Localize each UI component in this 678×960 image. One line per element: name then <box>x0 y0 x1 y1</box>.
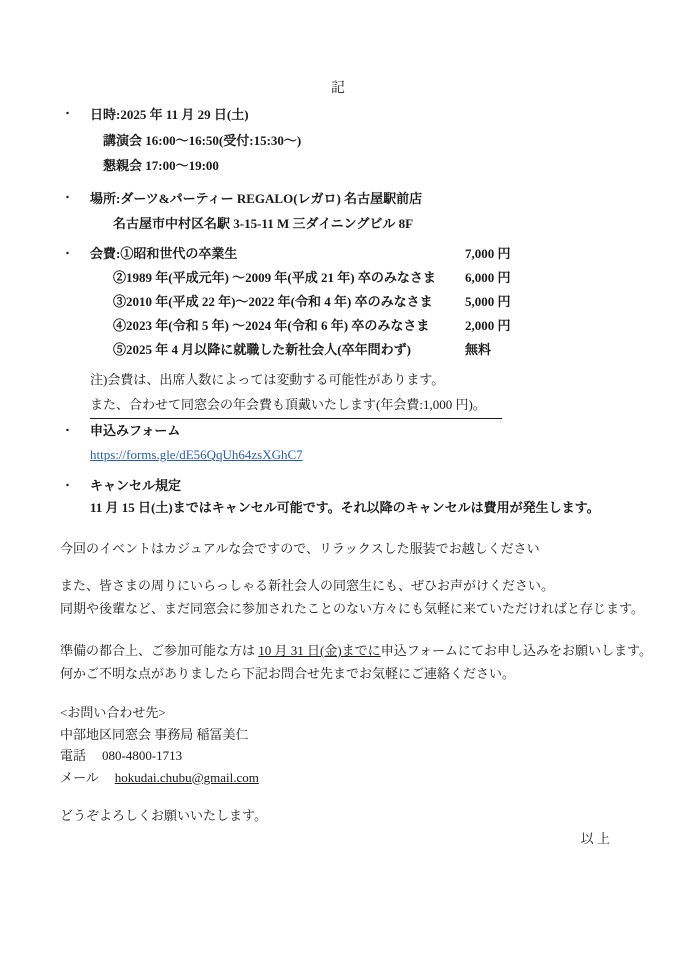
fee-note-annual-line <box>60 392 618 419</box>
form-link-line <box>60 443 618 467</box>
page-title: 記 <box>331 81 347 96</box>
fee-price: 2,000 円 <box>465 317 511 333</box>
fee-row-label: ④2023 年(令和 5 年) 〜2024 年(令和 6 年) 卒のみなさま <box>113 317 430 333</box>
form-title-line <box>60 419 618 443</box>
invite-line-2: 同期や後輩など、まだ同窓会に参加されたことのない方々にも気軽に来ていただければと存じます。 <box>60 600 644 616</box>
fee-price: 無料 <box>465 341 492 357</box>
fee-row-label: ①昭和世代の卒業生 <box>120 245 238 261</box>
contact-tel-line <box>60 745 618 767</box>
datetime-title: 日時:2025 年 11 月 29 日(土) <box>90 107 249 122</box>
questions-line: 何かご不明な点がありましたら下記お問合せ先までお気軽にご連絡ください。 <box>60 665 516 681</box>
mail-label: メール <box>60 769 99 785</box>
contact-header: <お問い合わせ先> <box>60 705 166 720</box>
apply-deadline: 10 月 31 日(金)までに <box>258 643 381 658</box>
bullet-icon: ・ <box>62 191 73 204</box>
fee-price: 7,000 円 <box>465 245 511 261</box>
bullet-icon: ・ <box>62 424 73 437</box>
fee-row <box>60 314 618 338</box>
venue-title: 場所:ダーツ&パーティー REGALO(レガロ) 名古屋駅前店 <box>90 190 423 206</box>
cancel-body: 11 月 15 日(土)まではキャンセル可能です。それ以降のキャンセルは費用が発生します。 <box>90 500 600 515</box>
fee-row <box>60 338 618 362</box>
invite-line-1: また、皆さまの周りにいらっしゃる新社会人の同窓生にも、ぜひお声がけください。 <box>60 578 555 593</box>
section-contact <box>60 702 618 788</box>
fee-row-label: ③2010 年(平成 22 年)〜2022 年(令和 4 年) 卒のみなさま <box>113 293 433 309</box>
form-title: 申込みフォーム <box>90 422 181 438</box>
datetime-lecture-line: 講演会 16:00〜16:50(受付:15:30〜) <box>103 132 302 148</box>
fee-note-annual: また、合わせて同窓会の年会費も頂戴いたします(年会費:1,000 円)。 <box>90 392 502 419</box>
tel-number: 080-4800-1713 <box>102 748 183 763</box>
section-venue <box>60 186 618 236</box>
datetime-party-line: 懇親会 17:00〜19:00 <box>103 158 219 173</box>
fee-row-label: ⑤2025 年 4 月以降に就職した新社会人(卒年問わず) <box>113 341 411 357</box>
fee-row <box>60 266 618 290</box>
bullet-icon: ・ <box>62 108 73 120</box>
apply-pre-text: 準備の都合上、ご参加可能な方は <box>60 643 259 658</box>
paragraph-apply <box>60 640 652 685</box>
section-datetime <box>60 102 618 179</box>
apply-post-text: 申込フォームにてお申し込みをお願いします。 <box>380 643 652 658</box>
fee-row <box>60 242 618 266</box>
fee-row <box>60 290 618 314</box>
venue-address-line: 名古屋市中村区名駅 3-15-11 M 三ダイニングビル 8F <box>113 215 414 231</box>
contact-mail-line <box>60 767 618 789</box>
bullet-icon: ・ <box>62 247 73 260</box>
cancel-title-line <box>60 475 618 498</box>
section-cancel-policy <box>60 475 618 520</box>
fee-note-variability: 注)会費は、出席人数によっては変動する可能性があります。 <box>90 371 445 387</box>
section-fee <box>60 242 618 362</box>
bullet-icon: ・ <box>62 479 73 492</box>
closing-end-mark: 以 上 <box>580 830 610 846</box>
paragraph-dress-code: 今回のイベントはカジュアルな会ですので、リラックスした服装でお越しください <box>60 540 540 556</box>
fee-notes <box>60 367 618 419</box>
closing-thanks: どうぞよろしくお願いいたします。 <box>60 808 267 823</box>
venue-title-line <box>60 186 618 211</box>
fee-row-label: ②1989 年(平成元年) 〜2009 年(平成 21 年) 卒のみなさま <box>113 269 436 285</box>
section-closing <box>60 805 618 850</box>
apply-deadline-line <box>60 640 652 663</box>
fee-price: 5,000 円 <box>465 293 511 309</box>
contact-org: 中部地区同窓会 事務局 稲冨美仁 <box>60 726 249 742</box>
cancel-title: キャンセル規定 <box>90 477 182 493</box>
fee-price: 6,000 円 <box>465 269 511 285</box>
email-address[interactable]: hokudai.chubu@gmail.com <box>114 769 259 785</box>
paragraph-invite <box>60 575 644 620</box>
datetime-title-line <box>60 102 618 128</box>
tel-label: 電話 <box>60 748 87 763</box>
fee-label-prefix: 会費: <box>90 245 121 261</box>
section-application-form <box>60 419 618 467</box>
application-form-link[interactable]: https://forms.gle/dE56QqUh64zsXGhC7 <box>90 446 303 462</box>
